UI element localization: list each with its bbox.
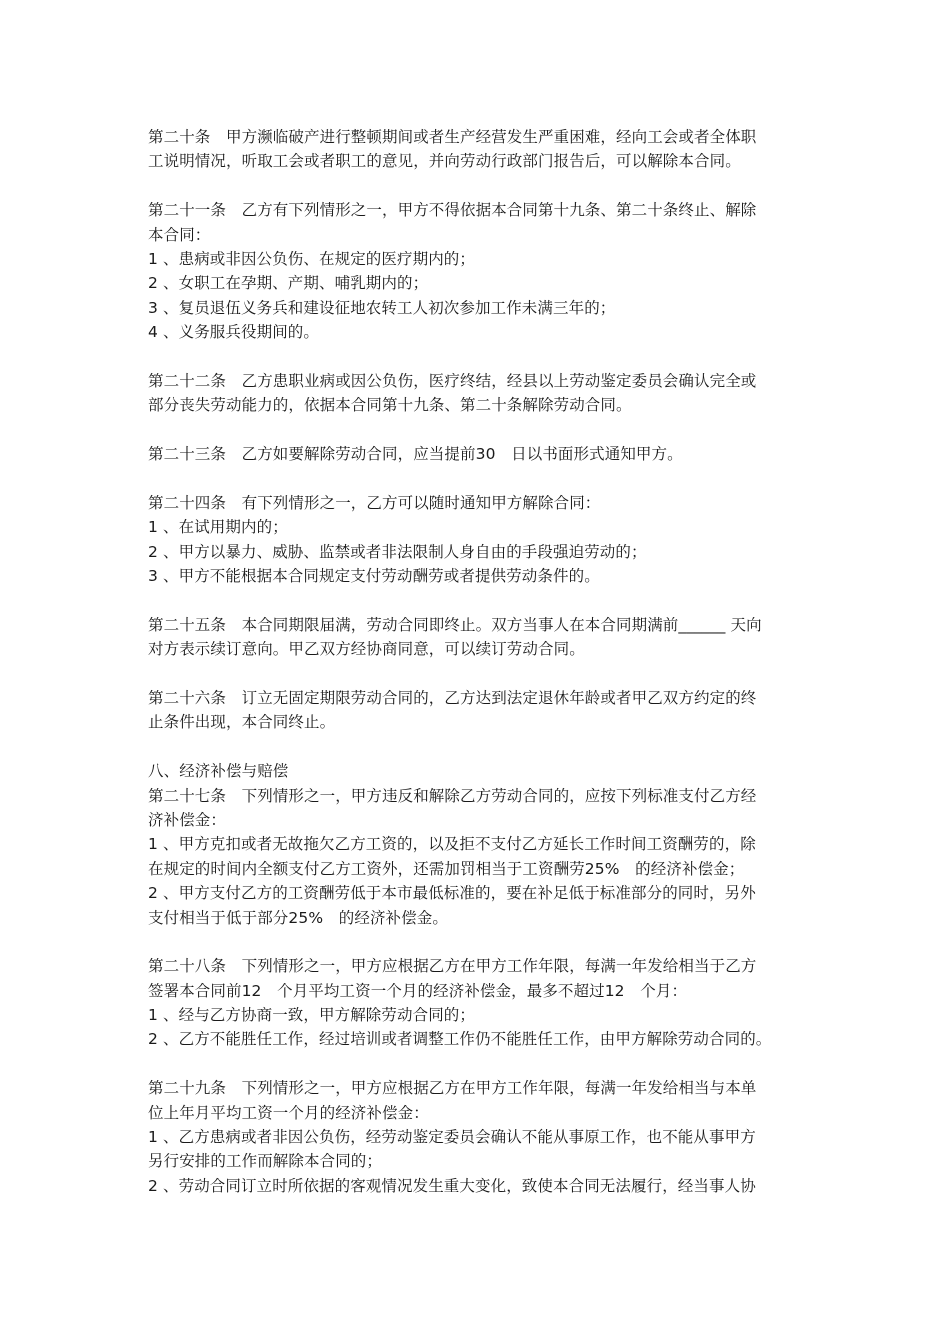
list-item: 3 、甲方不能根据本合同规定支付劳动酬劳或者提供劳动条件的。 [148,567,600,586]
list-item: 另行安排的工作而解除本合同的； [148,1152,383,1171]
list-item: 1 、患病或非因公负伤、在规定的医疗期内的； [148,249,475,268]
text-line: 第二十七条 下列情形之一，甲方违反和解除乙方劳动合同的，应按下列标准支付乙方经 [148,786,757,805]
text-line: 本合同： [148,225,211,244]
text-line: 济补偿金： [148,810,227,829]
text-line: 第二十九条 下列情形之一，甲方应根据乙方在甲方工作年限，每满一年发给相当与本单 [148,1079,757,1098]
article-28 [148,954,828,1052]
list-item: 支付相当于低于部分25% 的经济补偿金。 [148,908,448,927]
text-line: 第二十二条 乙方患职业病或因公负伤，医疗终结，经县以上劳动鉴定委员会确认完全或 [148,371,757,390]
article-20 [148,125,828,174]
section-8 [148,759,828,930]
article-24 [148,491,828,589]
article-26 [148,686,828,735]
list-item: 1 、经与乙方协商一致，甲方解除劳动合同的； [148,1006,475,1025]
text-line: 第二十五条 本合同期限届满，劳动合同即终止。双方当事人在本合同期满前______ 天向 [148,615,762,634]
text-line: 第二十一条 乙方有下列情形之一，甲方不得依据本合同第十九条、第二十条终止、解除 [148,201,757,220]
article-25 [148,613,828,662]
text-line: 第二十三条 乙方如要解除劳动合同，应当提前30 日以书面形式通知甲方。 [148,445,683,464]
text-line: 第二十四条 有下列情形之一，乙方可以随时通知甲方解除合同： [148,493,601,512]
list-item: 1 、甲方克扣或者无故拖欠乙方工资的，以及拒不支付乙方延长工作时间工资酬劳的，除 [148,835,756,854]
list-item: 2 、乙方不能胜任工作，经过培训或者调整工作仍不能胜任工作，由甲方解除劳动合同的。 [148,1030,772,1049]
text-line: 工说明情况，听取工会或者职工的意见，并向劳动行政部门报告后，可以解除本合同。 [148,152,741,171]
article-29 [148,1076,828,1198]
list-item: 2 、甲方以暴力、威胁、监禁或者非法限制人身自由的手段强迫劳动的； [148,542,647,561]
section-heading: 八、经济补偿与赔偿 [148,762,289,781]
text-line: 位上年月平均工资一个月的经济补偿金： [148,1103,429,1122]
article-23 [148,442,828,466]
article-22 [148,369,828,418]
list-item: 2 、女职工在孕期、产期、哺乳期内的； [148,274,429,293]
text-line: 第二十八条 下列情形之一，甲方应根据乙方在甲方工作年限，每满一年发给相当于乙方 [148,957,757,976]
list-item: 在规定的时间内全额支付乙方工资外，还需加罚相当于工资酬劳25% 的经济补偿金； [148,859,745,878]
text-line: 第二十条 甲方濒临破产进行整顿期间或者生产经营发生严重困难，经向工会或者全体职 [148,128,757,146]
list-item: 1 、乙方患病或者非因公负伤，经劳动鉴定委员会确认不能从事原工作，也不能从事甲方 [148,1128,756,1147]
list-item: 2 、甲方支付乙方的工资酬劳低于本市最低标准的，要在补足低于标准部分的同时，另外 [148,884,756,903]
text-line: 部分丧失劳动能力的，依据本合同第十九条、第二十条解除劳动合同。 [148,396,632,415]
text-line: 止条件出现，本合同终止。 [148,713,336,732]
list-item: 2 、劳动合同订立时所依据的客观情况发生重大变化，致使本合同无法履行，经当事人协 [148,1176,756,1195]
text-line: 对方表示续订意向。甲乙双方经协商同意，可以续订劳动合同。 [148,640,585,659]
text-line: 签署本合同前12 个月平均工资一个月的经济补偿金，最多不超过12 个月： [148,981,688,1000]
text-line: 第二十六条 订立无固定期限劳动合同的，乙方达到法定退休年龄或者甲乙双方约定的终 [148,688,757,707]
document-body [148,125,828,1198]
list-item: 4 、义务服兵役期间的。 [148,323,319,342]
list-item: 3 、复员退伍义务兵和建设征地农转工人初次参加工作未满三年的； [148,298,616,317]
article-21 [148,198,828,344]
list-item: 1 、在试用期内的； [148,518,288,537]
